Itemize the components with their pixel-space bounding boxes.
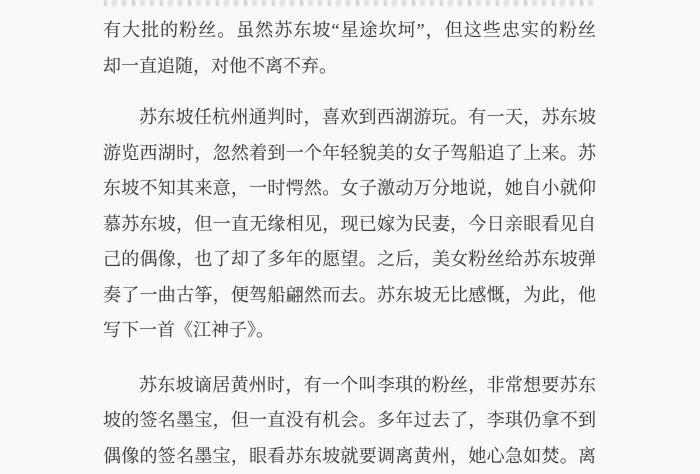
text-block (103, 13, 596, 474)
text-line: 写下一首《江神子》。 (103, 313, 596, 349)
paragraph-1 (103, 13, 596, 84)
text-line: 坡的签名墨宝，但一直没有机会。多年过去了，李琪仍拿不到 (103, 403, 596, 439)
text-line: 东坡不知其来意，一时愕然。女子激动万分地说，她自小就仰 (103, 171, 596, 207)
text-line: 慕苏东坡，但一直无缘相见，现已嫁为民妻，今日亲眼看见自 (103, 207, 596, 243)
clipped-text-line-top (104, 0, 596, 6)
paragraph-3 (103, 368, 596, 474)
text-line: 有大批的粉丝。虽然苏东坡“星途坎坷”，但这些忠实的粉丝 (103, 13, 596, 49)
text-line: 苏东坡谪居黄州时，有一个叫李琪的粉丝，非常想要苏东 (103, 368, 596, 404)
text-line: 己的偶像，也了却了多年的愿望。之后，美女粉丝给苏东坡弹 (103, 242, 596, 278)
text-line: 游览西湖时，忽然着到一个年轻貌美的女子驾船追了上来。苏 (103, 136, 596, 172)
text-line: 偶像的签名墨宝，眼看苏东坡就要调离黄州，她心急如焚。离 (103, 439, 596, 474)
text-line: 苏东坡任杭州通判时，喜欢到西湖游玩。有一天，苏东坡 (103, 100, 596, 136)
text-line: 却一直追随，对他不离不弃。 (103, 49, 596, 85)
paragraph-2 (103, 100, 596, 349)
text-line: 奏了一曲古筝，便驾船翩然而去。苏东坡无比感慨，为此，他 (103, 278, 596, 314)
